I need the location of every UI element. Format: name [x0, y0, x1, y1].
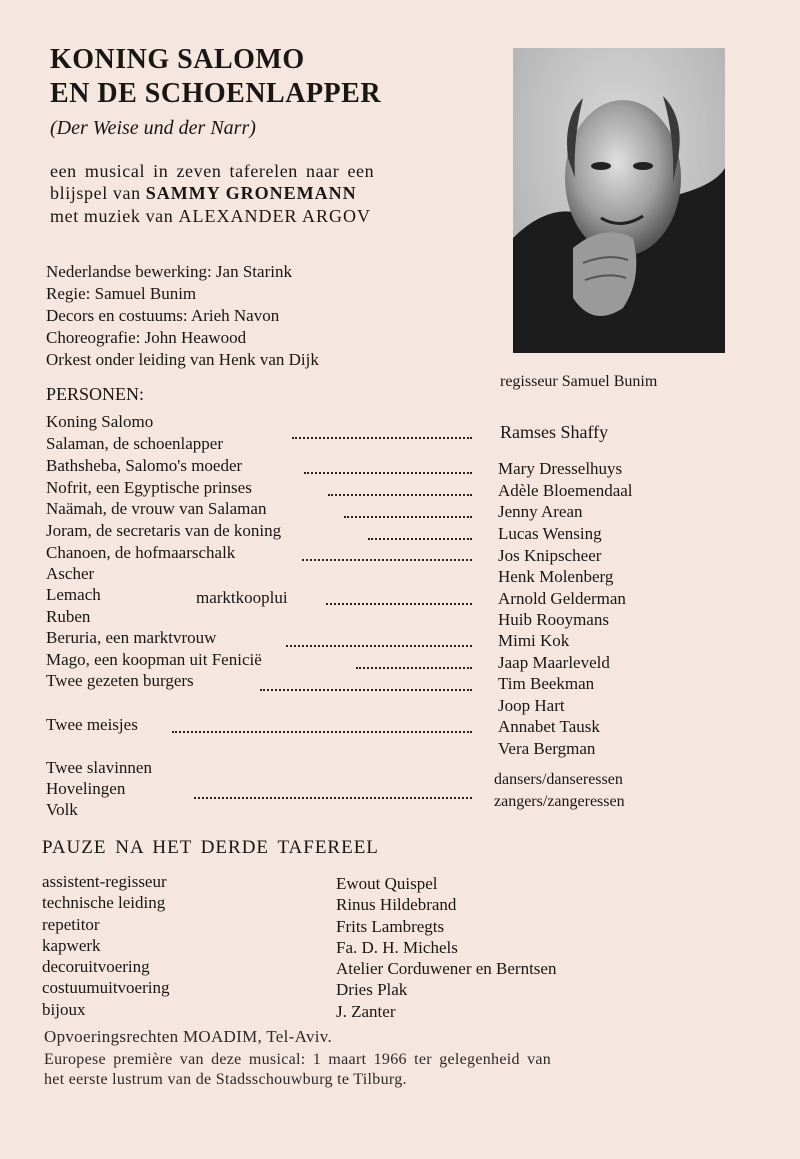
actor-gelderman: Arnold Gelderman [498, 589, 626, 608]
role-mago: Mago, een koopman uit Fenicië [46, 650, 262, 669]
actor-dresselhuys: Mary Dresselhuys [498, 459, 623, 478]
subtitle: (Der Weise und der Narr) [50, 117, 256, 139]
role-joram: Joram, de secretaris van de koning [46, 521, 282, 540]
leader-dots [302, 559, 472, 561]
role-burgers: Twee gezeten burgers [46, 671, 194, 690]
actor-arean: Jenny Arean [498, 502, 583, 521]
leader-dots [304, 472, 472, 474]
actor-shaffy: Ramses Shaffy [500, 422, 609, 442]
actor-tausk: Annabet Tausk [498, 717, 600, 736]
director-photo [513, 48, 725, 353]
crew-role: costuumuitvoering [42, 978, 170, 998]
leader-dots [356, 667, 472, 669]
actor-bergman: Vera Bergman [498, 739, 596, 758]
credit-line: Choreografie: John Heawood [46, 328, 247, 347]
author-name: SAMMY GRONEMANN [145, 183, 357, 203]
role-meisjes: Twee meisjes [46, 715, 138, 734]
intro-line-2-prefix: blijspel van [50, 183, 141, 203]
actor-dansers: dansers/danseressen [494, 771, 623, 788]
leader-dots [328, 494, 472, 496]
crew-names [336, 873, 556, 1022]
leader-dots [344, 516, 472, 518]
credit-line: Orkest onder leiding van Henk van Dijk [46, 350, 319, 369]
rights-notice: Opvoeringsrechten MOADIM, Tel-Aviv. [44, 1027, 333, 1046]
intro-line-2 [50, 182, 357, 204]
crew-role: bijoux [42, 999, 86, 1019]
title-line-2: EN DE SCHOENLAPPER [50, 78, 382, 109]
crew-name: Atelier Corduwener en Berntsen [336, 959, 557, 979]
actor-knipscheer: Jos Knipscheer [498, 546, 602, 565]
role-naamah: Naämah, de vrouw van Salaman [46, 499, 267, 518]
credits-list [46, 261, 319, 371]
role-beruria: Beruria, een marktvrouw [46, 628, 217, 647]
actor-beekman: Tim Beekman [498, 674, 595, 693]
crew-name: Frits Lambregts [336, 916, 445, 936]
portrait-image [513, 48, 725, 353]
crew-role: assistent-regisseur [42, 872, 167, 891]
crew-name: Ewout Quispel [336, 874, 438, 893]
leader-dots [368, 538, 472, 540]
leader-dots [286, 645, 472, 647]
leader-dots [194, 797, 472, 799]
role-chanoen: Chanoen, de hofmaarschalk [46, 543, 236, 562]
intro-line-3-prefix: met muziek van [50, 206, 174, 226]
crew-role: repetitor [42, 914, 100, 934]
crew-name: Fa. D. H. Michels [336, 937, 458, 957]
actor-rooymans: Huib Rooymans [498, 610, 609, 629]
composer-name: ALEXANDER ARGOV [178, 206, 371, 226]
role-hovelingen: Hovelingen [46, 779, 126, 798]
role-marktkooplui: marktkooplui [196, 588, 288, 607]
role-bathsheba: Bathsheba, Salomo's moeder [46, 456, 243, 475]
role-koning: Koning Salomo [46, 412, 154, 431]
role-lemach: Lemach [46, 585, 101, 604]
actor-maarleveld: Jaap Maarleveld [498, 653, 610, 672]
crew-name: J. Zanter [336, 1001, 396, 1021]
crew-role: kapwerk [42, 935, 101, 955]
intro-line-1: een musical in zeven taferelen naar een [50, 161, 375, 181]
leader-dots [260, 689, 472, 691]
role-volk: Volk [46, 800, 78, 819]
crew-name: Rinus Hildebrand [336, 895, 457, 915]
actor-zangers: zangers/zangeressen [494, 793, 625, 810]
actor-bloemendaal: Adèle Bloemendaal [498, 481, 633, 500]
leader-dots [292, 437, 472, 439]
premiere-line-2: het eerste lustrum van de Stadsschouwburg te Tilburg. [44, 1071, 407, 1088]
actor-molenberg: Henk Molenberg [498, 567, 614, 586]
role-salaman: Salaman, de schoenlapper [46, 434, 224, 453]
role-ruben: Ruben [46, 607, 91, 626]
premiere-line-1: Europese première van deze musical: 1 maart 1966 ter gelegenheid van [44, 1051, 552, 1068]
pause-heading: PAUZE NA HET DERDE TAFEREEL [42, 837, 379, 858]
actor-wensing: Lucas Wensing [498, 524, 602, 543]
credit-line: Nederlandse bewerking: Jan Starink [46, 262, 292, 281]
crew-roles [42, 871, 169, 1020]
role-nofrit: Nofrit, een Egyptische prinses [46, 478, 252, 497]
photo-caption: regisseur Samuel Bunim [500, 373, 658, 390]
leader-dots [326, 603, 472, 605]
leader-dots [172, 731, 472, 733]
cast-heading: PERSONEN: [46, 384, 145, 404]
actor-kok: Mimi Kok [498, 631, 570, 650]
crew-role: technische leiding [42, 893, 166, 913]
credit-line: Regie: Samuel Bunim [46, 284, 197, 303]
crew-name: Dries Plak [336, 980, 408, 1000]
title-line-1: KONING SALOMO [50, 44, 305, 75]
role-slavinnen: Twee slavinnen [46, 758, 152, 777]
crew-role: decoruitvoering [42, 957, 150, 977]
intro-line-3 [50, 205, 371, 227]
role-ascher: Ascher [46, 564, 95, 583]
credit-line: Decors en costuums: Arieh Navon [46, 306, 280, 325]
actor-hart: Joop Hart [498, 696, 565, 715]
